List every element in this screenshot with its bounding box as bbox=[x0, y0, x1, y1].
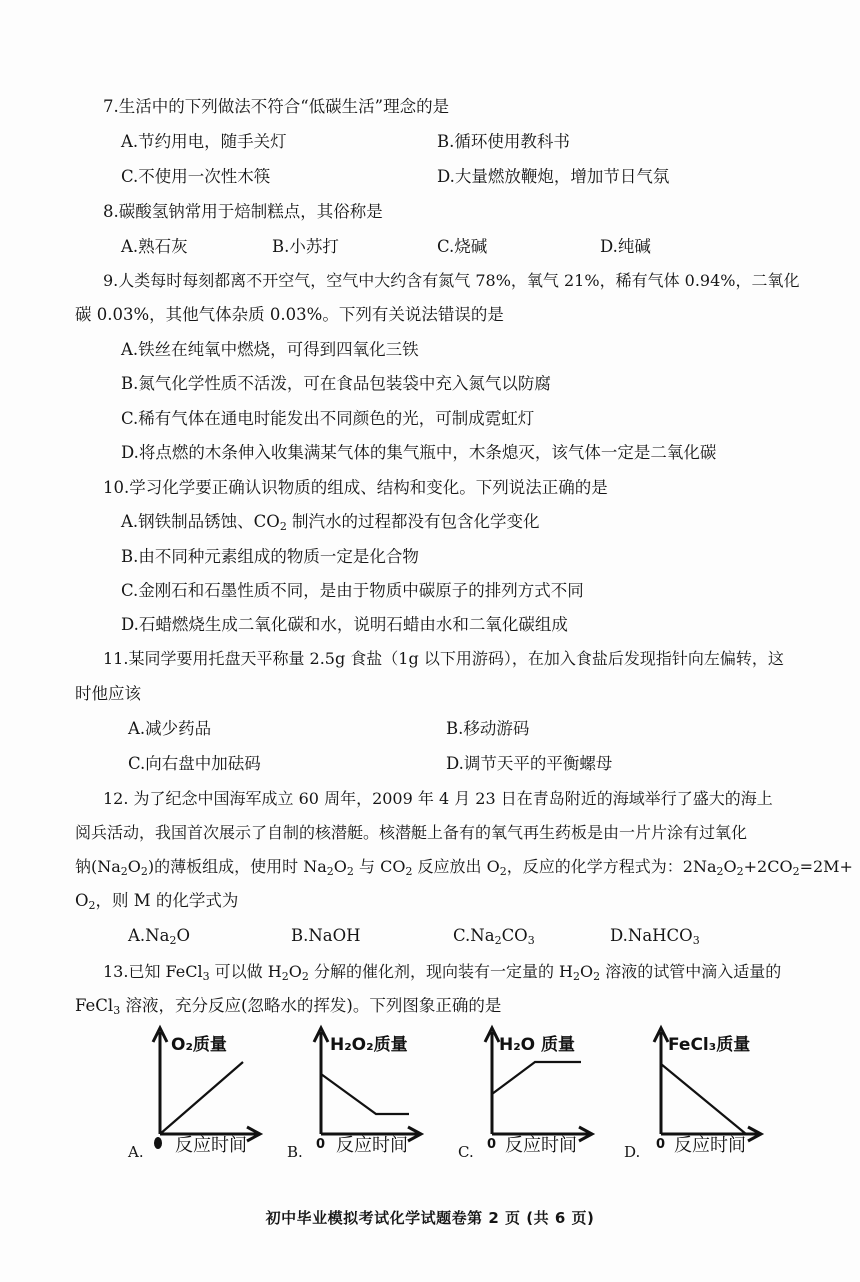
q9-stem-line2: 碳 0.03%，其他气体杂质 0.03%。下列有关说法错误的是 bbox=[75, 305, 504, 324]
q12-option-c: $C.Na_2CO_3$ bbox=[453, 926, 535, 947]
q7-option-d: D.大量燃放鞭炮，增加节日气氛 bbox=[437, 167, 670, 186]
q7-option-b: B.循环使用教科书 bbox=[437, 132, 570, 151]
q11-option-a: A.减少药品 bbox=[128, 719, 212, 738]
q13-line2: FeCl$_3$ 溶液，充分反应(忽略水的挥发)。下列图象正确的是 bbox=[75, 996, 502, 1017]
q13-graph-a-label: A. bbox=[128, 1143, 144, 1161]
q10-stem: 10.学习化学要正确认识物质的组成、结构和变化。下列说法正确的是 bbox=[103, 478, 608, 497]
q12-option-d: D.NaHCO$_3$ bbox=[610, 926, 700, 947]
q13-graph-options bbox=[0, 1010, 860, 1170]
q12-option-a: $A.Na_2O$ bbox=[128, 926, 190, 947]
y-axis-title: H₂O 质量 bbox=[499, 1035, 576, 1055]
o2-mass-curve bbox=[160, 1062, 243, 1134]
q8-option-b: B.小苏打 bbox=[272, 237, 339, 256]
y-axis-title: FeCl₃质量 bbox=[668, 1035, 751, 1055]
q13-graph-b bbox=[306, 1010, 426, 1160]
origin-label: 0 bbox=[316, 1137, 326, 1152]
q13-graph-d bbox=[646, 1010, 766, 1160]
q13-graph-a bbox=[145, 1010, 265, 1160]
x-axis-title: 反应时间 bbox=[175, 1135, 247, 1156]
q8-option-a: A.熟石灰 bbox=[121, 237, 188, 256]
q10-option-c: C.金刚石和石墨性质不同，是由于物质中碳原子的排列方式不同 bbox=[121, 581, 584, 600]
q7-stem: 7.生活中的下列做法不符合“低碳生活”理念的是 bbox=[103, 97, 450, 116]
x-axis-title: 反应时间 bbox=[674, 1135, 746, 1156]
q10-option-d: D.石蜡燃烧生成二氧化碳和水，说明石蜡由水和二氧化碳组成 bbox=[121, 615, 568, 634]
q8-stem: 8.碳酸氢钠常用于焙制糕点，其俗称是 bbox=[103, 202, 383, 221]
q9-option-d: D.将点燃的木条伸入收集满某气体的集气瓶中，木条熄灭，该气体一定是二氧化碳 bbox=[121, 443, 717, 462]
q13-graph-d-label: D. bbox=[624, 1143, 641, 1161]
x-axis-title: 反应时间 bbox=[336, 1135, 408, 1156]
y-axis-title: O₂质量 bbox=[171, 1035, 227, 1055]
q12-line1: 12. 为了纪念中国海军成立 60 周年，2009 年 4 月 23 日在青岛附近的海域举行了盛大的海上 bbox=[103, 789, 773, 808]
q9-stem-line1: 9.人类每时每刻都离不开空气，空气中大约含有氮气 78%，氧气 21%，稀有气体 0.94%，二氧化 bbox=[103, 271, 800, 290]
h2o2-mass-curve bbox=[321, 1074, 409, 1114]
q13-line1: 13.已知 FeCl$_3$ 可以做 $H_2O_2$ 分解的催化剂，现向装有一定量的 $H_2O_2$ 溶液的试管中滴入适量的 bbox=[103, 962, 782, 983]
q10-option-a: A.钢铁制品锈蚀、$CO_2$ 制汽水的过程都没有包含化学变化 bbox=[121, 512, 540, 533]
q11-stem-line1: 11.某同学要用托盘天平称量 2.5g 食盐（1g 以下用游码），在加入食盐后发现指针向左偏转，这 bbox=[103, 649, 784, 668]
fecl3-mass-curve bbox=[661, 1064, 746, 1134]
y-axis-title: H₂O₂质量 bbox=[330, 1035, 408, 1055]
q13-graph-c bbox=[477, 1010, 597, 1160]
q12-option-b: B.NaOH bbox=[291, 926, 361, 945]
q9-option-b: B.氮气化学性质不活泼，可在食品包装袋中充入氮气以防腐 bbox=[121, 374, 551, 393]
q13-graph-c-label: C. bbox=[458, 1143, 474, 1161]
q9-option-c: C.稀有气体在通电时能发出不同颜色的光，可制成霓虹灯 bbox=[121, 409, 535, 428]
origin-label: 0 bbox=[487, 1137, 497, 1152]
q12-line2: 阅兵活动，我国首次展示了自制的核潜艇。核潜艇上备有的氧气再生药板是由一片片涂有过氧化 bbox=[75, 823, 748, 842]
x-axis-title: 反应时间 bbox=[505, 1135, 577, 1156]
page-footer: 初中毕业模拟考试化学试题卷第 2 页 (共 6 页) bbox=[265, 1209, 595, 1227]
q8-option-c: C.烧碱 bbox=[437, 237, 488, 256]
q9-option-a: A.铁丝在纯氧中燃烧，可得到四氧化三铁 bbox=[121, 340, 419, 359]
q8-option-d: D.纯碱 bbox=[600, 237, 651, 256]
q11-option-c: C.向右盘中加砝码 bbox=[128, 754, 261, 773]
origin-label: 0 bbox=[656, 1137, 666, 1152]
h2o-mass-curve bbox=[492, 1062, 581, 1094]
q12-line4: $O_2$，则 M 的化学式为 bbox=[75, 891, 239, 912]
q11-option-d: D.调节天平的平衡螺母 bbox=[446, 754, 613, 773]
origin-mark bbox=[154, 1137, 162, 1149]
q13-graph-b-label: B. bbox=[287, 1143, 303, 1161]
q11-option-b: B.移动游码 bbox=[446, 719, 530, 738]
q11-stem-line2: 时他应该 bbox=[75, 684, 141, 703]
q10-option-b: B.由不同种元素组成的物质一定是化合物 bbox=[121, 547, 419, 566]
q12-line3: 钠$(Na_2O_2)$的薄板组成，使用时 $Na_2O_2$ 与 $CO_2$ 反应放出 $O_2$，反应的化学方程式为：$2Na_2O_2+2CO_2=2M+$ bbox=[75, 857, 853, 878]
q7-option-a: A.节约用电，随手关灯 bbox=[121, 132, 287, 151]
q7-option-c: C.不使用一次性木筷 bbox=[121, 167, 271, 186]
